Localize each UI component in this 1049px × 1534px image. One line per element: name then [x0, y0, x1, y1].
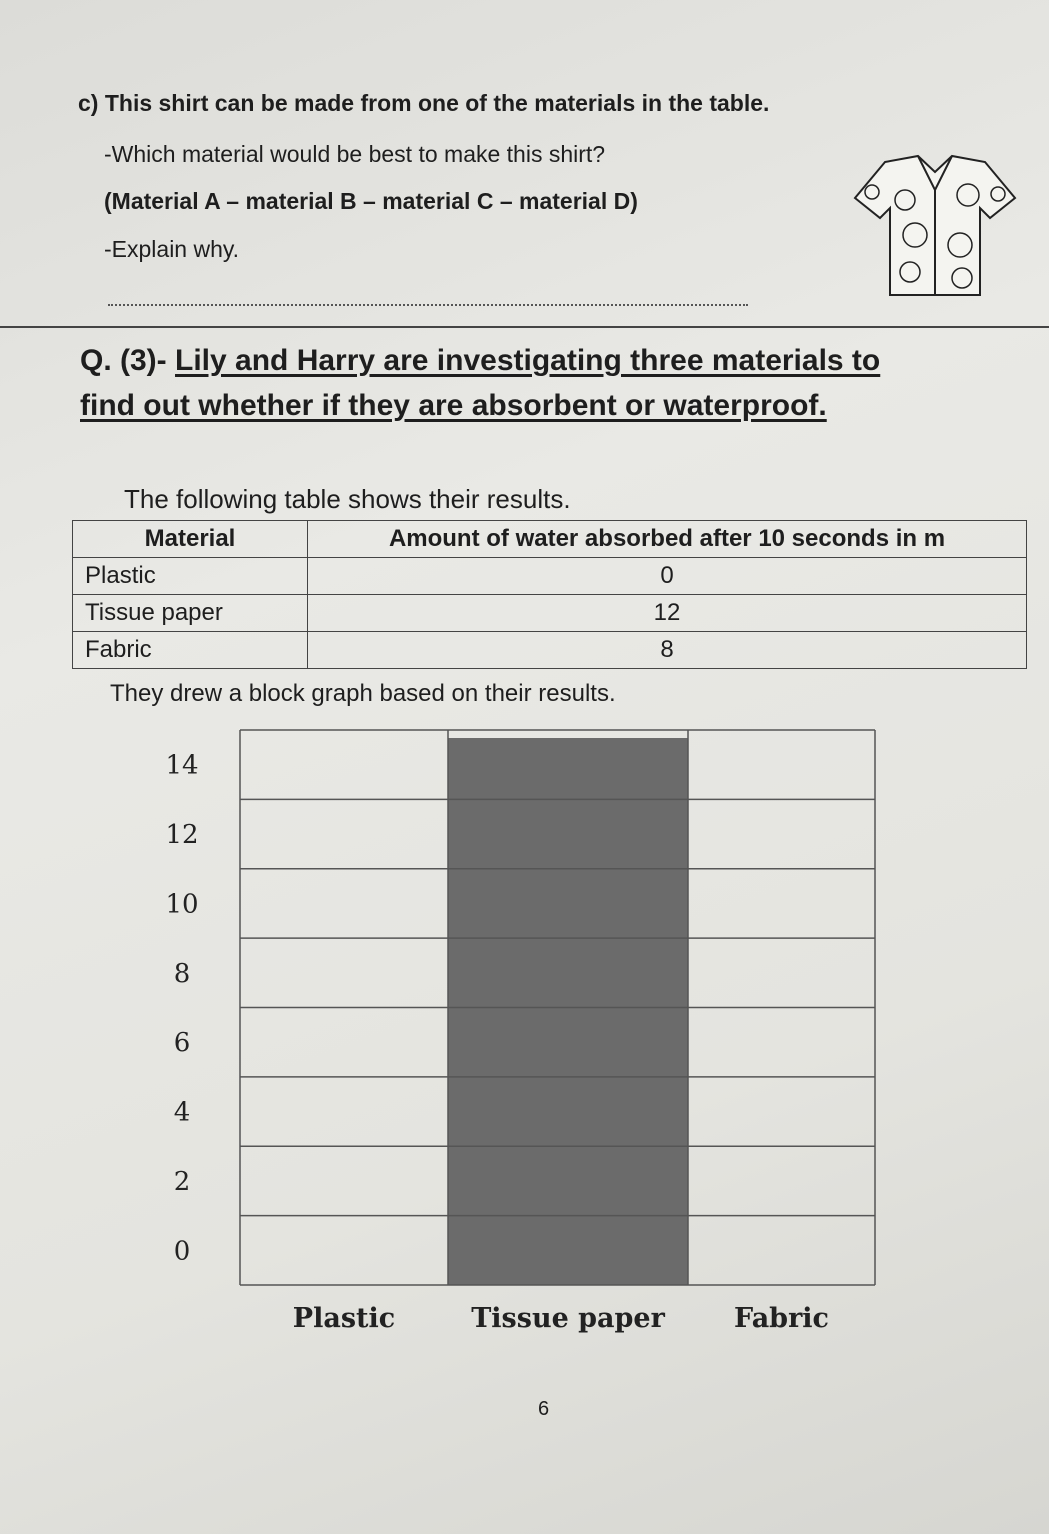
header-amount: Amount of water absorbed after 10 seconds in m — [308, 521, 1027, 558]
part-c-explain: -Explain why. — [104, 236, 240, 262]
y-tick-label: 0 — [173, 1236, 191, 1267]
x-category-label: Fabric — [734, 1303, 829, 1334]
part-c-options: (Material A – material B – material C – material D) — [104, 188, 638, 214]
header-material: Material — [73, 521, 308, 558]
cell-material: Tissue paper — [73, 595, 308, 632]
y-tick-label: 8 — [173, 958, 191, 989]
x-category-label: Tissue paper — [471, 1303, 665, 1334]
question-3-text: Lily and Harry are investigating three materials to find out whether if they are absorbent or waterproof. — [80, 344, 881, 422]
question-3-label: Q. (3)- — [80, 344, 167, 377]
y-tick-label: 14 — [165, 750, 199, 781]
bar-tissue-paper — [448, 738, 688, 1285]
table-intro: The following table shows their results. — [124, 484, 571, 514]
y-tick-label: 2 — [173, 1166, 191, 1197]
y-tick-label: 10 — [165, 889, 199, 920]
cell-material: Plastic — [73, 558, 308, 595]
y-tick-label: 12 — [165, 820, 199, 851]
cell-amount: 12 — [308, 595, 1027, 632]
page-number: 6 — [538, 1398, 550, 1420]
y-tick-label: 4 — [173, 1097, 191, 1128]
y-tick-label: 6 — [173, 1028, 191, 1059]
graph-intro: They drew a block graph based on their results. — [110, 680, 616, 707]
part-c-which: -Which material would be best to make this shirt? — [104, 141, 606, 167]
cell-amount: 8 — [308, 632, 1027, 669]
cell-material: Fabric — [73, 632, 308, 669]
part-c-question: c) This shirt can be made from one of the materials in the table. — [78, 90, 770, 116]
x-category-label: Plastic — [292, 1303, 396, 1334]
cell-amount: 0 — [308, 558, 1027, 595]
